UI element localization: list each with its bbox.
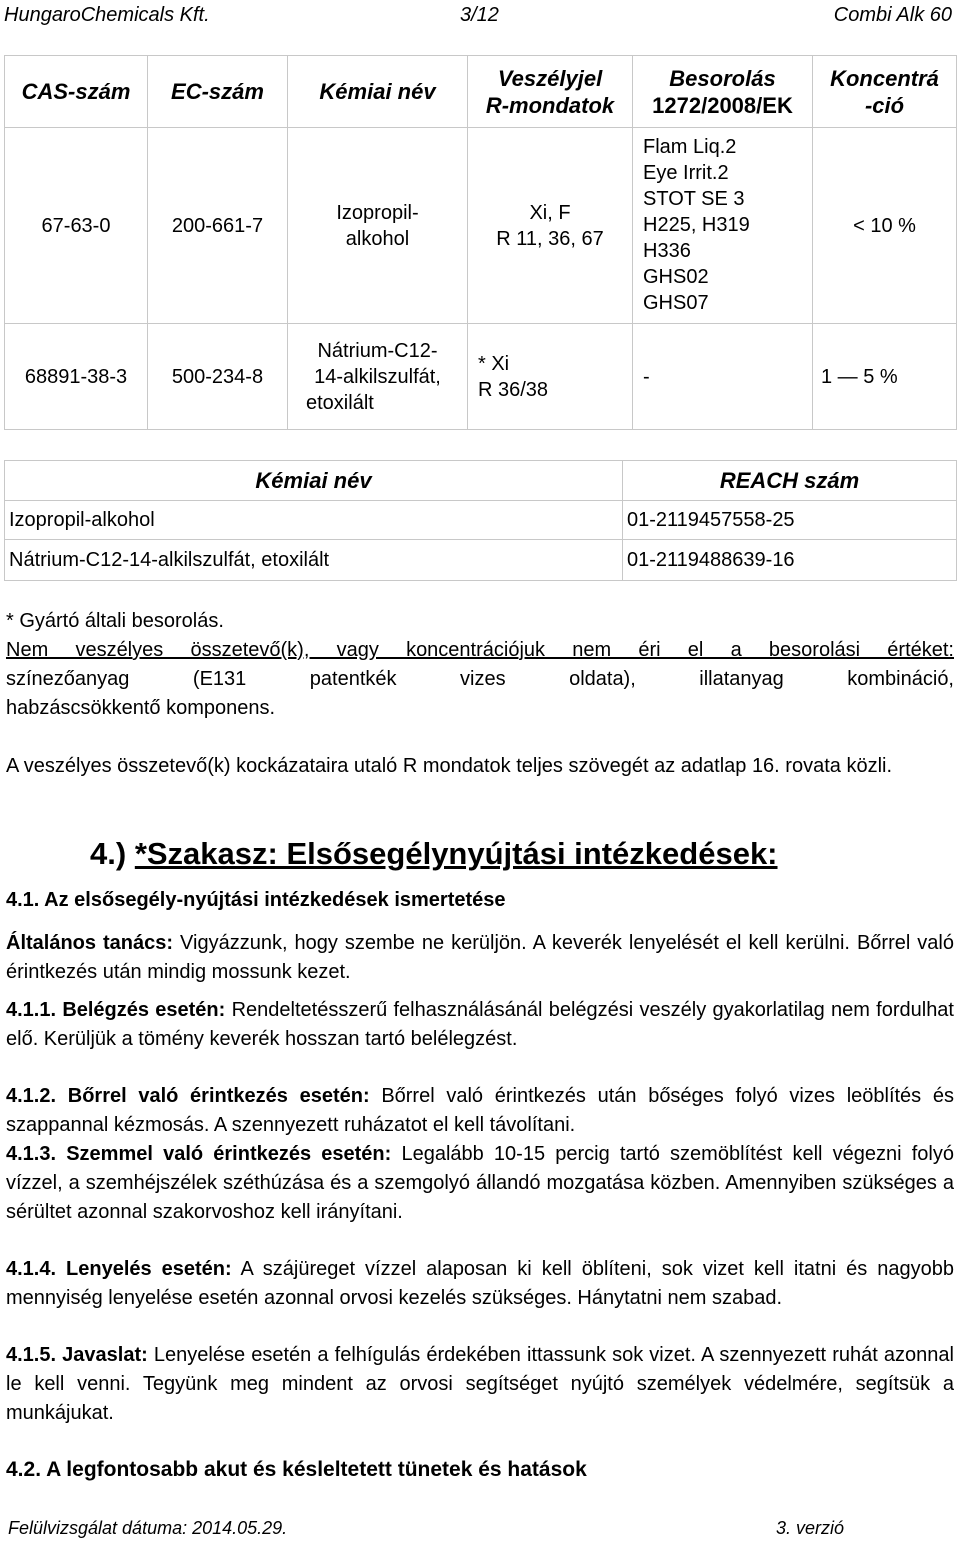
classification-cell: - xyxy=(633,324,813,430)
header-chemical-name: Kémiai név xyxy=(288,56,468,128)
reach-header-number: REACH szám xyxy=(623,461,957,501)
reach-number-cell: 01-2119488639-16 xyxy=(623,540,957,581)
cas-cell: 68891-38-3 xyxy=(5,324,148,430)
reach-name-cell: Izopropil-alkohol xyxy=(5,501,623,540)
table-row xyxy=(5,128,957,324)
header-cas: CAS-szám xyxy=(5,56,148,128)
general-advice: Általános tanács: Vigyázzunk, hogy szembe ne kerüljön. A keverék lenyelését el kell kerülni. Bőrrel való érintkezés után mindig mossunk kezet. xyxy=(6,932,954,983)
non-hazardous-note-line1: Nem veszélyes összetevő(k), vagy koncentrációjuk nem éri el a besorolási értéket: xyxy=(6,639,954,661)
header-hazard: Veszélyjel R-mondatok xyxy=(468,56,633,128)
first-aid-recommendation: 4.1.5. Javaslat: Lenyelése esetén a felhígulás érdekében ittassunk sok vizet. A szennyezett ruhát azonnal le kell venni. Tegyünk meg mindent az orvosi segítséget nyújtó személyek védelmére, segítsük a munkájukat. xyxy=(6,1344,954,1424)
reach-number-cell: 01-2119457558-25 xyxy=(623,501,957,540)
classification-cell: Flam Liq.2 Eye Irrit.2 STOT SE 3 H225, H319 H336 GHS02 GHS07 xyxy=(633,128,813,324)
company-name: HungaroChemicals Kft. xyxy=(4,4,210,26)
table-row xyxy=(5,324,957,430)
section-title: 4.) *Szakasz: Elsősegélynyújtási intézkedések: xyxy=(90,836,778,871)
subsection-4-2-title: 4.2. A legfontosabb akut és késleltetett tünetek és hatások xyxy=(6,1458,587,1481)
hazard-cell: * Xi R 36/38 xyxy=(468,324,633,430)
concentration-cell: < 10 % xyxy=(813,128,957,324)
reach-table xyxy=(4,460,957,581)
product-name: Combi Alk 60 xyxy=(833,4,952,26)
header-ec: EC-szám xyxy=(148,56,288,128)
table-row xyxy=(5,501,957,540)
first-aid-ingestion: 4.1.4. Lenyelés esetén: A szájüreget vízzel alaposan ki kell öblíteni, sok vizet kell itatni és nagyobb mennyiség lenyelése esetén azonnal orvosi kezelés szükséges. Hánytatni nem szabad. xyxy=(6,1258,954,1309)
first-aid-skin: 4.1.2. Bőrrel való érintkezés esetén: Bőrrel való érintkezés után bőséges folyó vizes leöblítés és szappannal kézmosás. A szennyezett ruházatot el kell távolítani. xyxy=(6,1085,954,1136)
ec-cell: 500-234-8 xyxy=(148,324,288,430)
composition-table xyxy=(4,55,957,430)
cas-cell: 67-63-0 xyxy=(5,128,148,324)
non-hazardous-note-line2: színezőanyag (E131 patentkék vizes oldata), illatanyag kombináció, xyxy=(6,668,954,690)
reach-header-name: Kémiai név xyxy=(5,461,623,501)
subsection-4-1-title: 4.1. Az elsősegély-nyújtási intézkedések ismertetése xyxy=(6,889,506,911)
reach-header-row xyxy=(5,461,957,501)
first-aid-eye: 4.1.3. Szemmel való érintkezés esetén: Legalább 10-15 percig tartó szemöblítést kell végezni folyó vízzel, a szemhéjszélek széthúzása és a szemgolyó állandó mozgatása közben. Amennyiben szükséges a sérültet azonnal szakorvoshoz kell irányítani. xyxy=(6,1143,955,1223)
r-phrases-note: A veszélyes összetevő(k) kockázataira utaló R mondatok teljes szövegét az adatlap 16. rovata közli. xyxy=(6,755,893,777)
name-cell: Nátrium-C12- 14-alkilszulfát, etoxilált xyxy=(288,324,468,430)
composition-header-row xyxy=(5,56,957,128)
page-number: 3/12 xyxy=(460,4,499,26)
header-concentration: Koncentrá -ció xyxy=(813,56,957,128)
table-row xyxy=(5,540,957,581)
manufacturer-note: * Gyártó általi besorolás. xyxy=(6,610,224,632)
name-cell: Izopropil- alkohol xyxy=(288,128,468,324)
version: 3. verzió xyxy=(776,1518,845,1538)
hazard-cell: Xi, F R 11, 36, 67 xyxy=(468,128,633,324)
revision-date: Felülvizsgálat dátuma: 2014.05.29. xyxy=(8,1518,288,1538)
reach-name-cell: Nátrium-C12-14-alkilszulfát, etoxilált xyxy=(5,540,623,581)
first-aid-inhalation: 4.1.1. Belégzés esetén: Rendeltetésszerű felhasználásánál belégzési veszély gyakorlatilag nem fordulhat elő. Kerüljük a tömény keverék hosszan tartó belélegzést. xyxy=(6,999,954,1050)
ec-cell: 200-661-7 xyxy=(148,128,288,324)
non-hazardous-note-line3: habzáscsökkentő komponens. xyxy=(6,697,276,719)
header-classification: Besorolás 1272/2008/EK xyxy=(633,56,813,128)
concentration-cell: 1 — 5 % xyxy=(813,324,957,430)
